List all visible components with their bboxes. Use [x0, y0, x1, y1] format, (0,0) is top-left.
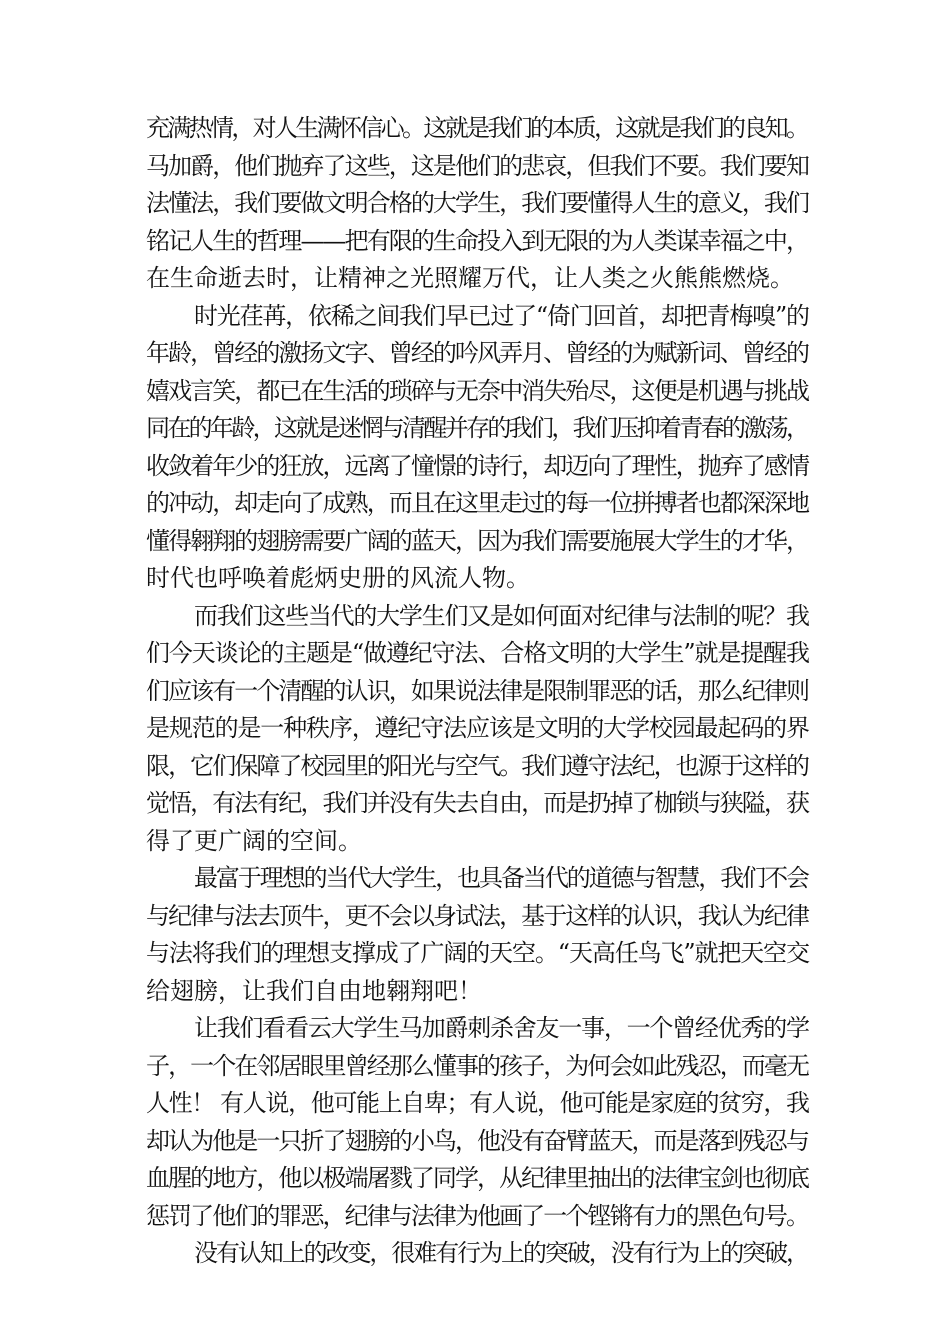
text-line: 收敛着年少的狂放，远离了憧憬的诗行，却迈向了理性，抛弃了感情: [146, 451, 809, 480]
document-body: [146, 110, 810, 1273]
text-line: 与纪律与法去顶牛，更不会以身试法，基于这样的认识，我认为纪律: [146, 901, 809, 930]
paragraph-first-line: 让我们看看云大学生马加爵刺杀舍友一事，一个曾经优秀的学: [194, 1014, 809, 1042]
text-line: 马加爵，他们抛弃了这些，这是他们的悲哀，但我们不要。我们要知: [146, 151, 809, 180]
text-line: 给翅膀，让我们自由地翱翔吧！: [146, 976, 482, 1005]
text-line: 充满热情，对人生满怀信心。这就是我们的本质，这就是我们的良知。: [146, 114, 808, 142]
text-line: 同在的年龄，这就是迷惘与清醒并存的我们，我们压抑着青春的激荡，: [146, 414, 808, 442]
text-line: 却认为他是一只折了翅膀的小鸟，他没有奋臂蓝天，而是落到残忍与: [146, 1126, 809, 1155]
text-line: 血腥的地方，他以极端屠戮了同学，从纪律里抽出的法律宝剑也彻底: [146, 1164, 809, 1192]
paragraph-first-line: 而我们这些当代的大学生们又是如何面对纪律与法制的呢？我: [194, 601, 809, 630]
paragraph-first-line: 时光荏苒，依稀之间我们早已过了“倚门回首，却把青梅嗅”的: [194, 301, 809, 330]
text-line: 法懂法，我们要做文明合格的大学生，我们要懂得人生的意义，我们: [146, 189, 809, 217]
paragraph-first-line: 最富于理想的当代大学生，也具备当代的道德与智慧，我们不会: [194, 864, 808, 892]
text-line: 限，它们保障了校园里的阳光与空气。我们遵守法纪，也源于这样的: [146, 751, 809, 780]
text-line: 子，一个在邻居眼里曾经那么懂事的孩子，为何会如此残忍，而毫无: [146, 1051, 809, 1080]
text-line: 人性！ 有人说，他可能上自卑；有人说，他可能是家庭的贫穷，我: [146, 1089, 809, 1117]
text-line: 得了更广阔的空间。: [146, 826, 362, 855]
paragraph-first-line: 没有认知上的改变，很难有行为上的突破，没有行为上的突破，: [194, 1239, 808, 1267]
text-line: 们今天谈论的主题是“做遵纪守法、合格文明的大学生”就是提醒我: [146, 639, 809, 667]
text-line: 懂得翱翔的翅膀需要广阔的蓝天，因为我们需要施展大学生的才华，: [146, 526, 809, 555]
text-line: 嬉戏言笑，都已在生活的琐碎与无奈中消失殆尽，这便是机遇与挑战: [146, 376, 809, 405]
text-line: 与法将我们的理想支撑成了广阔的天空。“天高任鸟飞”就把天空交: [146, 939, 809, 967]
text-line: 的冲动，却走向了成熟，而且在这里走过的每一位拼搏者也都深深地: [146, 489, 809, 517]
text-line: 是规范的是一种秩序，遵纪守法应该是文明的大学校园最起码的界: [146, 714, 809, 742]
text-line: 时代也呼唤着彪炳史册的风流人物。: [146, 564, 530, 592]
text-line: 年龄，曾经的激扬文字、曾经的吟风弄月、曾经的为赋新词、曾经的: [146, 339, 809, 367]
text-line: 在生命逝去时，让精神之光照耀万代，让人类之火熊熊燃烧。: [146, 264, 794, 292]
text-line: 们应该有一个清醒的认识，如果说法律是限制罪恶的话，那么纪律则: [146, 676, 809, 705]
text-line: 铭记人生的哲理——把有限的生命投入到无限的为人类谋幸福之中，: [146, 226, 809, 255]
text-line: 惩罚了他们的罪恶，纪律与法律为他画了一个铿锵有力的黑色句号。: [146, 1201, 809, 1230]
text-line: 觉悟，有法有纪，我们并没有失去自由，而是扔掉了枷锁与狭隘，获: [146, 789, 809, 817]
